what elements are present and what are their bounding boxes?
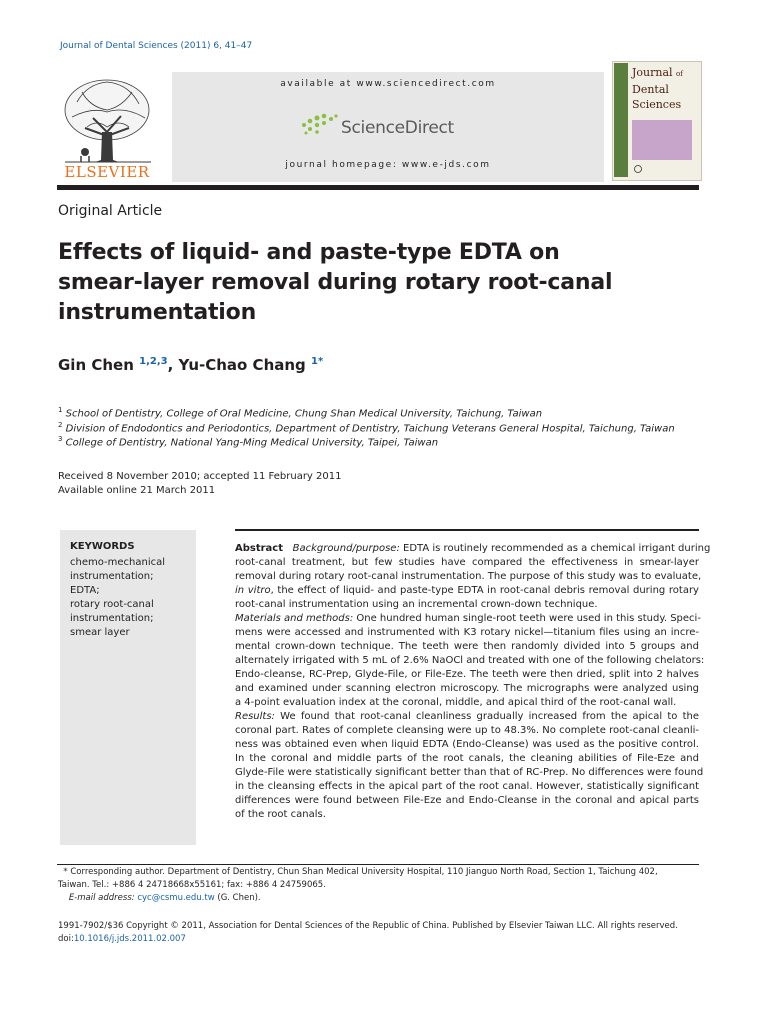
abstract-line: alternately irrigated with 5 mL of 2.6% NaOCl and treated with one of the following chelators: [235,655,705,666]
corresponding-author-note: * Corresponding author. Department of Dentistry, Chun Shan Medical University Hospital, 110 Jianguo North Road, Section 1, Taichung 402, [63,867,658,877]
keyword: instrumentation; [70,571,154,582]
received-date: Received 8 November 2010; accepted 11 February 2011 [58,471,342,482]
abstract-line: root-canal treatment, but few studies have compared the effectiveness in smear-layer [235,557,699,568]
affiliation: $^2$ Division of Endodontics and Periodontics, Department of Dentistry, Taichung Veterans General Hospital, Taichung, Taiwan [58,421,675,435]
cover-journal-title: Journal of Dental Sciences [632,66,683,111]
title-line: smear-layer removal during rotary root-canal [58,270,613,295]
cover-image [632,120,692,160]
keyword: rotary root-canal [70,599,154,610]
abstract-line: Endo-cleanse, RC-Prep, Glyde-File, or File-Eze. The teeth were then dried, split into 2 halves [235,669,699,680]
abstract-line: differences were found between File-Eze and Endo-Cleanse in the coronal and apical parts [235,795,699,806]
abstract-line: of the root canals. [235,809,326,820]
abstract-line: ness was obtained even when liquid EDTA (Endo-Cleanse) was used as the positive control. [235,739,699,750]
abstract-line: mens were accessed and instrumented with K3 rotary nickel—titanium files using an incre- [235,627,699,638]
abstract-line: in the cleansing effects in the apical part of the root canal. However, statistically significant [235,781,699,792]
affiliation: $^3$ College of Dentistry, National Yang-Ming Medical University, Taipei, Taiwan [58,435,439,449]
copyright-notice: 1991-7902/$36 Copyright © 2011, Association for Dental Sciences of the Republic of China. Published by Elsevier Taiwan LLC. All rights reserved. [58,921,678,931]
journal-homepage[interactable]: journal homepage: www.e-jds.com [285,160,491,170]
keywords-list [70,556,190,640]
author-affiliation-ref[interactable]: 1* [311,356,324,367]
abstract-line: mental crown-down technique. The teeth were then randomly divided into 5 groups and [235,641,699,652]
corresponding-author-email: E-mail address: cyc@csmu.edu.tw (G. Chen). [68,893,261,903]
article-type: Original Article [58,203,163,219]
footnote-rule [57,864,699,865]
title-line: Effects of liquid- and paste-type EDTA on [58,240,560,265]
journal-reference[interactable]: Journal of Dental Sciences (2011) 6, 41–47 [60,41,253,51]
abstract-line: and examined under scanning electron microscopy. The micrographs were analyzed using [235,683,699,694]
doi-link[interactable]: 10.1016/j.jds.2011.02.007 [73,934,186,944]
keyword: EDTA; [70,585,100,596]
author-name: Gin Chen [58,356,134,374]
affiliation: $^1$ School of Dentistry, College of Oral Medicine, Chung Shan Medical University, Taichung, Taiwan [58,406,543,420]
cover-seal-icon [634,165,642,173]
abstract-line: in vitro, the effect of liquid- and paste-type EDTA in root-canal debris removal during rotary [235,585,699,596]
online-date: Available online 21 March 2011 [58,485,216,496]
keyword: chemo-mechanical [70,557,166,568]
abstract-line: removal during rotary root-canal instrumentation. The purpose of this study was to evaluate, [235,571,702,582]
abstract-line: a 4-point evaluation index at the coronal, middle, and apical third of the root-canal wall. [235,697,677,708]
abstract-line: Glyde-File were statistically significant better than that of RC-Prep. No differences were found [235,767,704,778]
abstract-line: Results: We found that root-canal cleanliness gradually increased from the apical to the [235,711,699,722]
title-line: instrumentation [58,300,257,325]
author-list: Gin Chen $^{1,2,3}$, Yu-Chao Chang $^{1*}$ [58,356,324,374]
sciencedirect-dots-icon [300,113,340,139]
sciencedirect-wordmark: ScienceDirect [341,118,454,138]
author-affiliation-ref[interactable]: 1,2,3 [139,356,168,367]
elsevier-wordmark: ELSEVIER [64,163,150,181]
abstract-line: In the coronal and middle parts of the root canals, the cleaning abilities of File-Eze and [235,753,699,764]
keywords-heading: KEYWORDS [70,541,135,552]
abstract-line: coronal part. Rates of complete cleansing were up to 48.3%. No complete root-canal cleanli- [235,725,699,736]
corresponding-author-contact: Taiwan. Tel.: +886 4 24718668x55161; fax: +886 4 24759065. [58,880,326,890]
author-name: Yu-Chao Chang [178,356,306,374]
doi-line: doi:10.1016/j.jds.2011.02.007 [58,934,186,944]
article-title [58,238,698,328]
sciencedirect-availability[interactable]: available at www.sciencedirect.com [280,79,496,89]
abstract-line: Abstract Background/purpose: EDTA is routinely recommended as a chemical irrigant during [235,543,711,554]
keyword: instrumentation; [70,613,154,624]
keyword: smear layer [70,627,130,638]
abstract-rule [235,529,699,531]
abstract-line: root-canal instrumentation using an incremental crown-down technique. [235,599,598,610]
email-link[interactable]: cyc@csmu.edu.tw [137,893,215,903]
abstract-line: Materials and methods: One hundred human single-root teeth were used in this study. Speci- [235,613,701,624]
cover-spine-stripe [614,63,628,177]
header-rule [57,185,699,190]
